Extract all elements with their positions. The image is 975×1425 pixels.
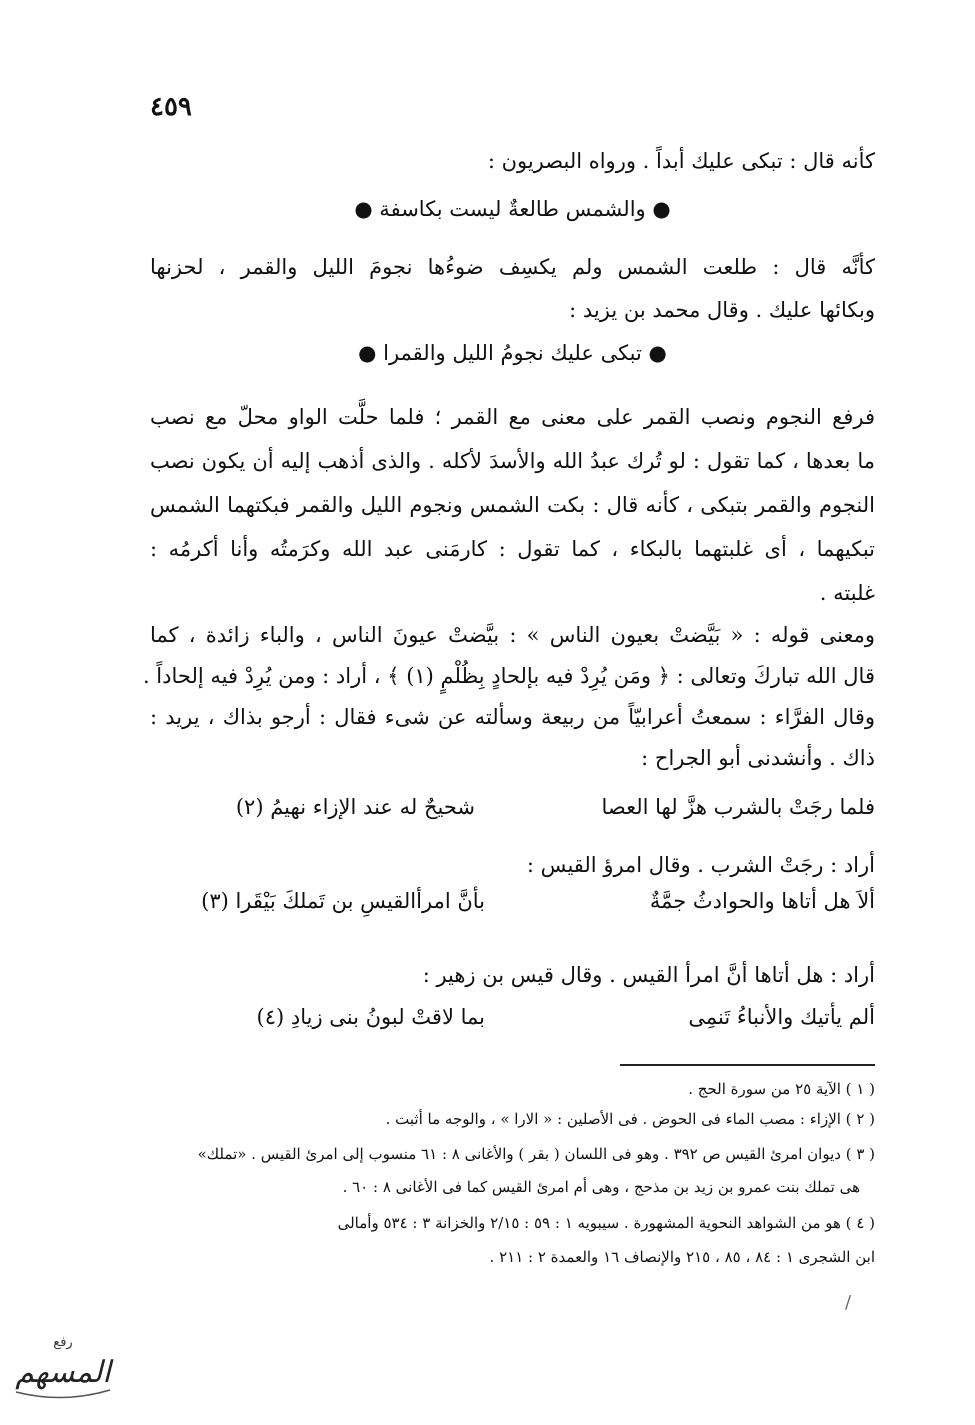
footnote: ( ٤ ) هو من الشواهد النحوية المشهورة . سيبويه ١ : ٥٩ : ٢/١٥ والخزانة ٣ : ٥٣٤ وأمالى	[337, 1214, 875, 1232]
stray-mark: /	[845, 1292, 852, 1313]
text-line: ذاك . وأنشدنى أبو الجراح :	[641, 746, 875, 770]
footnote: ( ٢ ) الإزاء : مصب الماء فى الحوض . فى الأصلين : « الارا » ، والوجه ما أثبت .	[385, 1110, 875, 1128]
text-line: كأنه قال : تبكى عليك أبداً . ورواه البصريون :	[487, 149, 875, 173]
verse-hemistich-2: شحيحٌ له عند الإزاء نهيمُ (٢)	[235, 795, 475, 819]
footnote-divider	[620, 1064, 875, 1066]
verse-hemistich-1: ألم يأتيك والأنباءُ تَنمِى	[688, 1005, 875, 1029]
footnote: ( ١ ) الآية ٢٥ من سورة الحج .	[688, 1080, 875, 1098]
logo-subtext: رفع	[53, 1335, 73, 1350]
text-line: قال الله تباركَ وتعالى : ﴿ ومَن يُرِدْ فيه بإلحادٍ بِظُلْمٍ (١) ﴾ ، أراد : ومن يُرِدْ فيه إلحاداً .	[142, 664, 875, 688]
verse-hemistich-2: بأنَّ امرأالقيسِ بن تَملكَ بَيْقَرا (٣)	[201, 889, 485, 913]
text-line: النجوم والقمر بتبكى ، كأنه قال : بكت الشمس ونجوم الليل والقمر فبكتهما الشمس	[150, 493, 875, 517]
text-line: وبكائها عليك . وقال محمد بن يزيد :	[569, 298, 875, 322]
text-line: غلبته .	[819, 581, 875, 605]
footnote: ابن الشجرى ١ : ٨٤ ، ٨٥ ، ٢١٥ والإنصاف ١٦ والعمدة ٢ : ٢١١ .	[489, 1248, 875, 1266]
verse-hemistich-1: ألاَ هل أتاها والحوادثُ جمَّةٌ	[649, 889, 875, 913]
publisher-logo	[8, 1330, 118, 1410]
verse-fragment: ● تبكى عليك نجومُ الليل والقمرا ●	[358, 341, 667, 365]
verse-hemistich-2: بما لاقتْ لبونُ بنى زيادِ (٤)	[256, 1005, 485, 1029]
text-line: ما بعدها ، كما تقول : لو تُرك عبدُ الله والأسدَ لأكله . والذى أذهب إليه أن يكون نصب	[150, 449, 875, 473]
text-line: تبكيهما ، أى غلبتهما بالبكاء ، كما تقول : كارمَنى عبد الله وكرَمتُه وأنا أكرمُه :	[150, 537, 875, 561]
text-line: وقال الفرَّاء : سمعتُ أعرابيّاً من ربيعة وسألته عن شىء فقال : أرجو بذاك ، يريد :	[150, 705, 875, 729]
footnote: هى تملك بنت عمرو بن زيد بن مذحج ، وهى أم امرئ القيس كما فى الأغانى ٨ : ٦٠ .	[342, 1178, 860, 1196]
logo-text: المسهم	[15, 1355, 111, 1390]
verse-hemistich-1: فلما رجَتْ بالشرب هزَّ لها العصا	[601, 795, 875, 819]
text-line: كأنَّه قال : طلعت الشمس ولم يكسِف ضوءُها نجومَ الليل والقمر ، لحزنها	[150, 255, 875, 279]
text-line: أراد : هل أتاها أنَّ امرأ القيس . وقال قيس بن زهير :	[422, 963, 875, 987]
text-line: ومعنى قوله : « بَيَّضتْ بعيون الناس » : بيَّضتْ عيونَ الناس ، والباء زائدة ، كما	[150, 623, 875, 647]
text-line: أراد : رجَتْ الشرب . وقال امرؤ القيس :	[526, 853, 875, 877]
text-line: فرفع النجوم ونصب القمر على معنى مع القمر ؛ فلما حلَّت الواو محلّ مع نصب	[150, 405, 875, 429]
page-number: ٤٥٩	[150, 92, 192, 122]
footnote: ( ٣ ) ديوان امرئ القيس ص ٣٩٢ . وهو فى اللسان ( بقر ) والأغانى ٨ : ٦١ منسوب إلى امرئ القيس . «تملك»	[197, 1145, 875, 1163]
verse-fragment: ● والشمس طالعةٌ ليست بكاسفة ●	[354, 197, 671, 221]
